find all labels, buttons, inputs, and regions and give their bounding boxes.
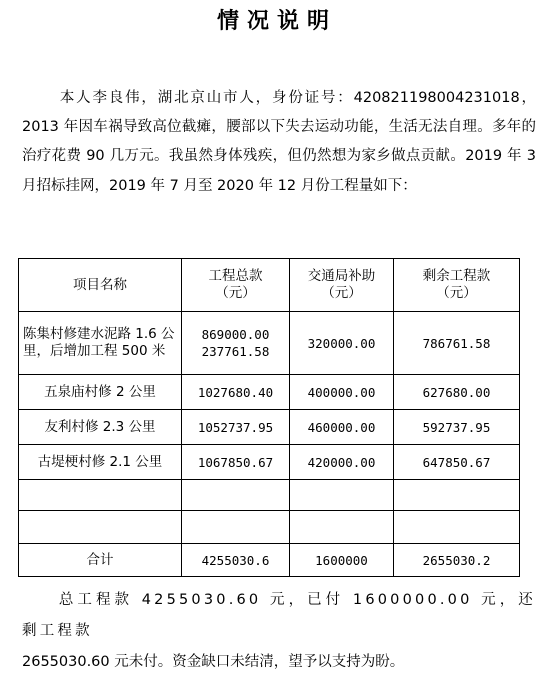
total-subsidy: 1600000	[290, 544, 394, 577]
total-sum: 4255030.6	[182, 544, 290, 577]
header-subsidy: 交通局补助 （元）	[290, 259, 394, 312]
row-name: 友利村修 2.3 公里	[19, 410, 182, 445]
footer-line-1: 总工程款 4255030.60 元，已付 1600000.00 元，还剩工程款	[22, 592, 536, 639]
row-subsidy: 400000.00	[290, 375, 394, 410]
empty-cell	[394, 480, 520, 511]
row-remaining: 786761.58	[394, 312, 520, 375]
header-project-name: 项目名称	[19, 259, 182, 312]
header-remaining: 剩余工程款 （元）	[394, 259, 520, 312]
empty-row	[19, 511, 520, 544]
document-title: 情况说明	[216, 8, 337, 34]
empty-cell	[182, 480, 290, 511]
intro-text: 本人李良伟，湖北京山市人，身份证号：420821198004231018，2013 年因车祸导致高位截瘫，腰部以下失去运动功能，生活无法自理。多年的治疗花费 90 几万元。我虽然身体残疾，但仍然想为家乡做点贡献。2019 年 3月招标挂网，2019 年 7 月至 2020 年 12 月份工程量如下：	[22, 90, 536, 194]
row-subsidy: 460000.00	[290, 410, 394, 445]
empty-cell	[182, 511, 290, 544]
row-subsidy: 320000.00	[290, 312, 394, 375]
empty-cell	[290, 511, 394, 544]
row-remaining: 627680.00	[394, 375, 520, 410]
total-label: 合计	[19, 544, 182, 577]
project-table	[18, 258, 520, 577]
total-remaining: 2655030.2	[394, 544, 520, 577]
empty-cell	[394, 511, 520, 544]
row-name: 五泉庙村修 2 公里	[19, 375, 182, 410]
row-name: 陈集村修建水泥路 1.6 公里，后增加工程 500 米	[19, 312, 182, 375]
row-remaining: 592737.95	[394, 410, 520, 445]
table-row	[19, 445, 520, 480]
empty-cell	[290, 480, 394, 511]
empty-row	[19, 480, 520, 511]
row-total: 1027680.40	[182, 375, 290, 410]
table-row	[19, 375, 520, 410]
header-total: 工程总款 （元）	[182, 259, 290, 312]
row-total: 1052737.95	[182, 410, 290, 445]
footer-paragraph	[22, 585, 536, 678]
table-row	[19, 410, 520, 445]
row-subsidy: 420000.00	[290, 445, 394, 480]
row-remaining: 647850.67	[394, 445, 520, 480]
empty-cell	[19, 480, 182, 511]
table-header-row	[19, 259, 520, 312]
intro-paragraph	[22, 84, 536, 201]
row-total: 1067850.67	[182, 445, 290, 480]
row-total: 869000.00 237761.58	[182, 312, 290, 375]
empty-cell	[19, 511, 182, 544]
table-row	[19, 312, 520, 375]
total-row	[19, 544, 520, 577]
row-name: 古堤梗村修 2.1 公里	[19, 445, 182, 480]
footer-line-2: 2655030.60 元未付。资金缺口未结清，望予以支持为盼。	[22, 654, 405, 670]
